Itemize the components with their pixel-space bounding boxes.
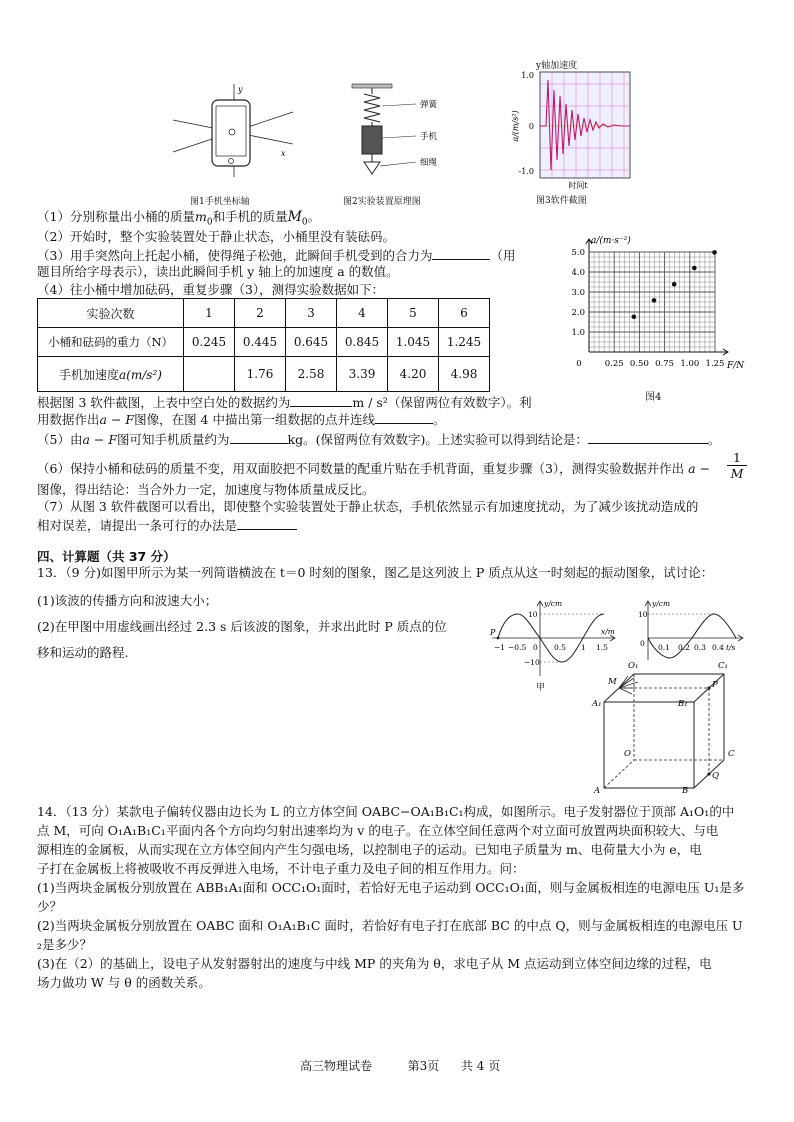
q14-part3: (3)在（2）的基础上，设电子从发射器射出的速度与中线 MP 的夹角为 θ，求电子从 M 点运动到立体空间边缘的过程，电	[37, 956, 712, 971]
table-cell: 4.20	[388, 357, 439, 392]
table-cell: 0.245	[184, 328, 235, 357]
table-cell: 1	[184, 299, 235, 328]
y-tick-label: 1.0	[571, 328, 585, 338]
x-tick-label: 1.25	[705, 359, 725, 369]
cube-label: P	[712, 680, 718, 690]
table-cell: 2.58	[286, 357, 337, 392]
section-heading: 四、计算题（共 37 分）	[37, 549, 176, 564]
wave-tick-x: 0	[533, 643, 538, 652]
q12-step7: （7）从图 3 软件截图可以看出，即使整个实验装置处于静止状态，手机依然显示有加速度扰动，为了减少该扰动造成的	[37, 499, 699, 514]
table-cell: 3	[286, 299, 337, 328]
wave-tick-neg: −10	[524, 658, 540, 667]
fig3-title: y轴加速度	[536, 61, 578, 71]
fraction-denominator: M	[727, 465, 747, 481]
y-tick-label: 2.0	[571, 308, 585, 318]
wave-caption: 甲	[536, 683, 546, 693]
q14-line: 子打在金属板上将被吸收不再反弹进入电场，不计电子重力及电子间的相互作用力。问：	[37, 861, 525, 876]
q12-step3: （3）用手突然向上托起小桶，使得绳子松弛，此瞬间手机受到的合力为 （用	[37, 248, 516, 263]
table-cell: 4	[337, 299, 388, 328]
table-cell: 4.98	[439, 357, 490, 392]
fig2-label-spring: 弹簧	[420, 100, 438, 110]
wave-tick-pos: 10	[528, 610, 538, 619]
q14-part3-cont: 场力做功 W 与 θ 的函数关系。	[37, 975, 211, 990]
q13-part2: (2)在甲图中用虚线画出经过 2.3 s 后该波的图象，并求出此时 P 质点的位	[37, 619, 447, 634]
x-tick-label: 0.75	[655, 359, 675, 369]
fig3-tick-bottom: -1.0	[518, 167, 534, 176]
cube-label: B₁	[678, 699, 688, 709]
table-cell-blank	[184, 357, 235, 392]
table-cell: 5	[388, 299, 439, 328]
fig3-tick-top: 1.0	[521, 71, 534, 80]
q12-step2: （2）开始时，整个实验装置处于静止状态，小桶里没有装砝码。	[37, 229, 395, 244]
cube-label: M	[608, 677, 617, 687]
wave-tick-x: 0.5	[554, 643, 566, 652]
vibration-graph	[636, 598, 746, 664]
vib-ylabel: y/cm	[652, 599, 671, 608]
answer-blank-net-force[interactable]	[432, 246, 490, 260]
fraction-1-over-M	[727, 450, 747, 481]
row-header: 手机加速度a(m/s²)	[38, 357, 184, 392]
vib-tick-pos: 10	[638, 610, 648, 619]
vib-tick-x: 0.1	[658, 643, 670, 652]
table-row	[38, 328, 490, 357]
answer-blank-plot[interactable]	[375, 410, 433, 424]
wave-point-p: P	[490, 628, 496, 637]
data-point	[712, 250, 717, 255]
fig2-label-phone: 手机	[420, 132, 438, 142]
fig2-caption: 图2实验装置原理图	[343, 197, 421, 207]
q12-step4: （4）往小桶中增加砝码，重复步骤（3），测得实验数据如下：	[37, 282, 385, 297]
q12-step6: （6）保持小桶和砝码的质量不变，用双面胶把不同数量的配重片贴在手机背面，重复步骤（3），测得实验数据并作出 a −	[37, 461, 711, 476]
table-cell: 0.645	[286, 328, 337, 357]
wave-ylabel: y/cm	[544, 599, 563, 608]
phone-axes-diagram	[168, 82, 298, 182]
x-tick-label: 0.25	[604, 359, 624, 369]
q13-part1: (1)该波的传播方向和波速大小；	[37, 593, 218, 608]
q14-part2-cont: ₂是多少？	[37, 937, 93, 952]
cube-label: A	[594, 786, 601, 796]
answer-blank-mass[interactable]	[230, 430, 288, 444]
table-row	[38, 357, 490, 392]
figure-4	[555, 232, 755, 402]
a-f-chart	[555, 232, 755, 390]
q12-step5: （5）由a − F图可知手机质量约为 kg。(保留两位有效数字)。上述实验可以得到结论是： 。	[37, 432, 721, 447]
q12-step6-cont: 图像，得出结论：当合外力一定，加速度与物体质量成反比。	[37, 482, 375, 497]
y-tick-label: 3.0	[571, 288, 585, 298]
footer	[300, 1057, 500, 1074]
answer-blank-method[interactable]	[237, 516, 297, 530]
cube-label: C₁	[718, 661, 728, 671]
q14-line: 14．（13 分）某款电子偏转仪器由边长为 L 的立方体空间 OABC−OA₁B₁C₁构成，如图所示。电子发射器位于顶部 A₁O₁的中	[37, 804, 735, 819]
wave-xlabel: x/m	[601, 627, 615, 636]
figure-2	[340, 82, 460, 207]
table-cell: 6	[439, 299, 490, 328]
q12-step1: （1）分别称量出小桶的质量$m_0$和手机的质量$M_0$。	[37, 209, 321, 228]
vib-xlabel: t/s	[726, 643, 736, 652]
apparatus-diagram	[340, 82, 460, 188]
cube-diagram	[588, 656, 748, 796]
table-row	[38, 299, 490, 328]
q14-part2: (2)当两块金属板分别放置在 OABC 面和 O₁A₁B₁C 面时，若恰好有电子打在底部 BC 的中点 Q，则与金属板相连的电源电压 U	[37, 918, 743, 933]
cube-label: A₁	[592, 699, 602, 709]
data-point	[672, 282, 677, 287]
chart-ticks	[571, 248, 724, 369]
data-point	[692, 266, 697, 271]
data-point	[652, 298, 657, 303]
vib-tick-x: 0.4	[712, 643, 724, 652]
figure-3	[508, 58, 634, 206]
data-point	[632, 315, 637, 320]
fig3-tick-mid: 0	[528, 122, 534, 131]
q12-step7-cont: 相对误差，请提出一条可行的办法是	[37, 516, 297, 534]
cube-label: O	[624, 749, 631, 759]
table-cell: 1.76	[235, 357, 286, 392]
fig4-ylabel: a/(m·s⁻²)	[591, 236, 631, 246]
footer-page: 第3页	[407, 1059, 440, 1073]
row-header: 实验次数	[38, 299, 184, 328]
fig4-xlabel: F/N	[727, 361, 745, 371]
data-table	[37, 298, 490, 392]
row-header: 小桶和砝码的重力（N）	[38, 328, 184, 357]
table-cell: 1.045	[388, 328, 439, 357]
vib-tick-x: 0.2	[678, 643, 690, 652]
x-tick-label: 0.50	[629, 359, 649, 369]
figure-cube	[588, 656, 748, 796]
vib-tick-x: 0.3	[694, 643, 706, 652]
table-cell: 0.445	[235, 328, 286, 357]
q12-step4b: 根据图 3 软件截图，上表中空白处的数据约为 m / s²（保留两位有效数字）。利	[37, 395, 532, 410]
cube-label: Q	[712, 771, 719, 781]
table-cell: 0.845	[337, 328, 388, 357]
x-tick-label: 0	[576, 359, 582, 369]
y-tick-label: 4.0	[571, 268, 585, 278]
x-tick-label: 1.00	[680, 359, 700, 369]
footer-title: 高三物理试卷	[300, 1059, 373, 1073]
wave-tick-x: −0.5	[508, 643, 527, 652]
footer-total: 共 4 页	[460, 1059, 501, 1073]
fig1-axis-x: x	[281, 149, 286, 158]
fig2-label-rope: 细绳	[420, 158, 438, 168]
answer-blank-accel[interactable]	[290, 393, 352, 407]
vib-tick-zero: 0	[640, 639, 645, 648]
q14-part1: (1)当两块金属板分别放置在 ABB₁A₁面和 OCC₁O₁面时，若恰好无电子运动到 OCC₁O₁面，则与金属板相连的电源电压 U₁是多	[37, 880, 745, 895]
wave-tick-x: 1	[581, 643, 586, 652]
cube-label: C	[728, 749, 735, 759]
figure-1	[168, 82, 298, 207]
q13-part2-cont: 移和运动的路程.	[37, 645, 129, 660]
fig3-ylabel: a/(m/s²)	[511, 110, 520, 142]
q13-stem: 13．（9 分)如图甲所示为某一列简谐横波在 t＝0 时刻的图象，图乙是这列波上 P 质点从这一时刻起的振动图象，试讨论：	[37, 565, 714, 580]
table-cell: 2	[235, 299, 286, 328]
wave-tick-x: −1	[494, 643, 506, 652]
fig3-caption: 图3软件截图	[536, 196, 587, 206]
fig4-caption: 图4	[645, 392, 662, 403]
y-tick-label: 5.0	[571, 248, 585, 258]
fig1-axis-y: y	[238, 85, 243, 94]
q12-step4c: 用数据作出a − F图像，在图 4 中描出第一组数据的点并连线 。	[37, 412, 446, 427]
fig3-xlabel: 时间t	[568, 181, 588, 190]
wave-tick-x: 1.5	[596, 643, 608, 652]
answer-blank-conclusion[interactable]	[588, 430, 708, 444]
table-cell: 3.39	[337, 357, 388, 392]
q14-line: 点 M，可向 O₁A₁B₁C₁平面内各个方向均匀射出速率均为 v 的电子。在立体空间任意两个对立面可放置两块面积较大、与电	[37, 823, 719, 838]
fig3-plot	[508, 70, 634, 190]
fraction-numerator: 1	[733, 450, 741, 465]
fig1-caption: 图1手机坐标轴	[190, 197, 250, 207]
q14-part1-cont: 少？	[37, 899, 63, 914]
cube-label: O₁	[628, 661, 639, 671]
table-cell: 1.245	[439, 328, 490, 357]
q14-line: 源相连的金属板，从而实现在立方体空间内产生匀强电场，以控制电子的运动。已知电子质量为 m、电荷量大小为 e，电	[37, 842, 702, 857]
q12-step3-cont: 题目所给字母表示），读出此瞬间手机 y 轴上的加速度 a 的数值。	[37, 264, 399, 279]
cube-label: B	[682, 786, 689, 796]
